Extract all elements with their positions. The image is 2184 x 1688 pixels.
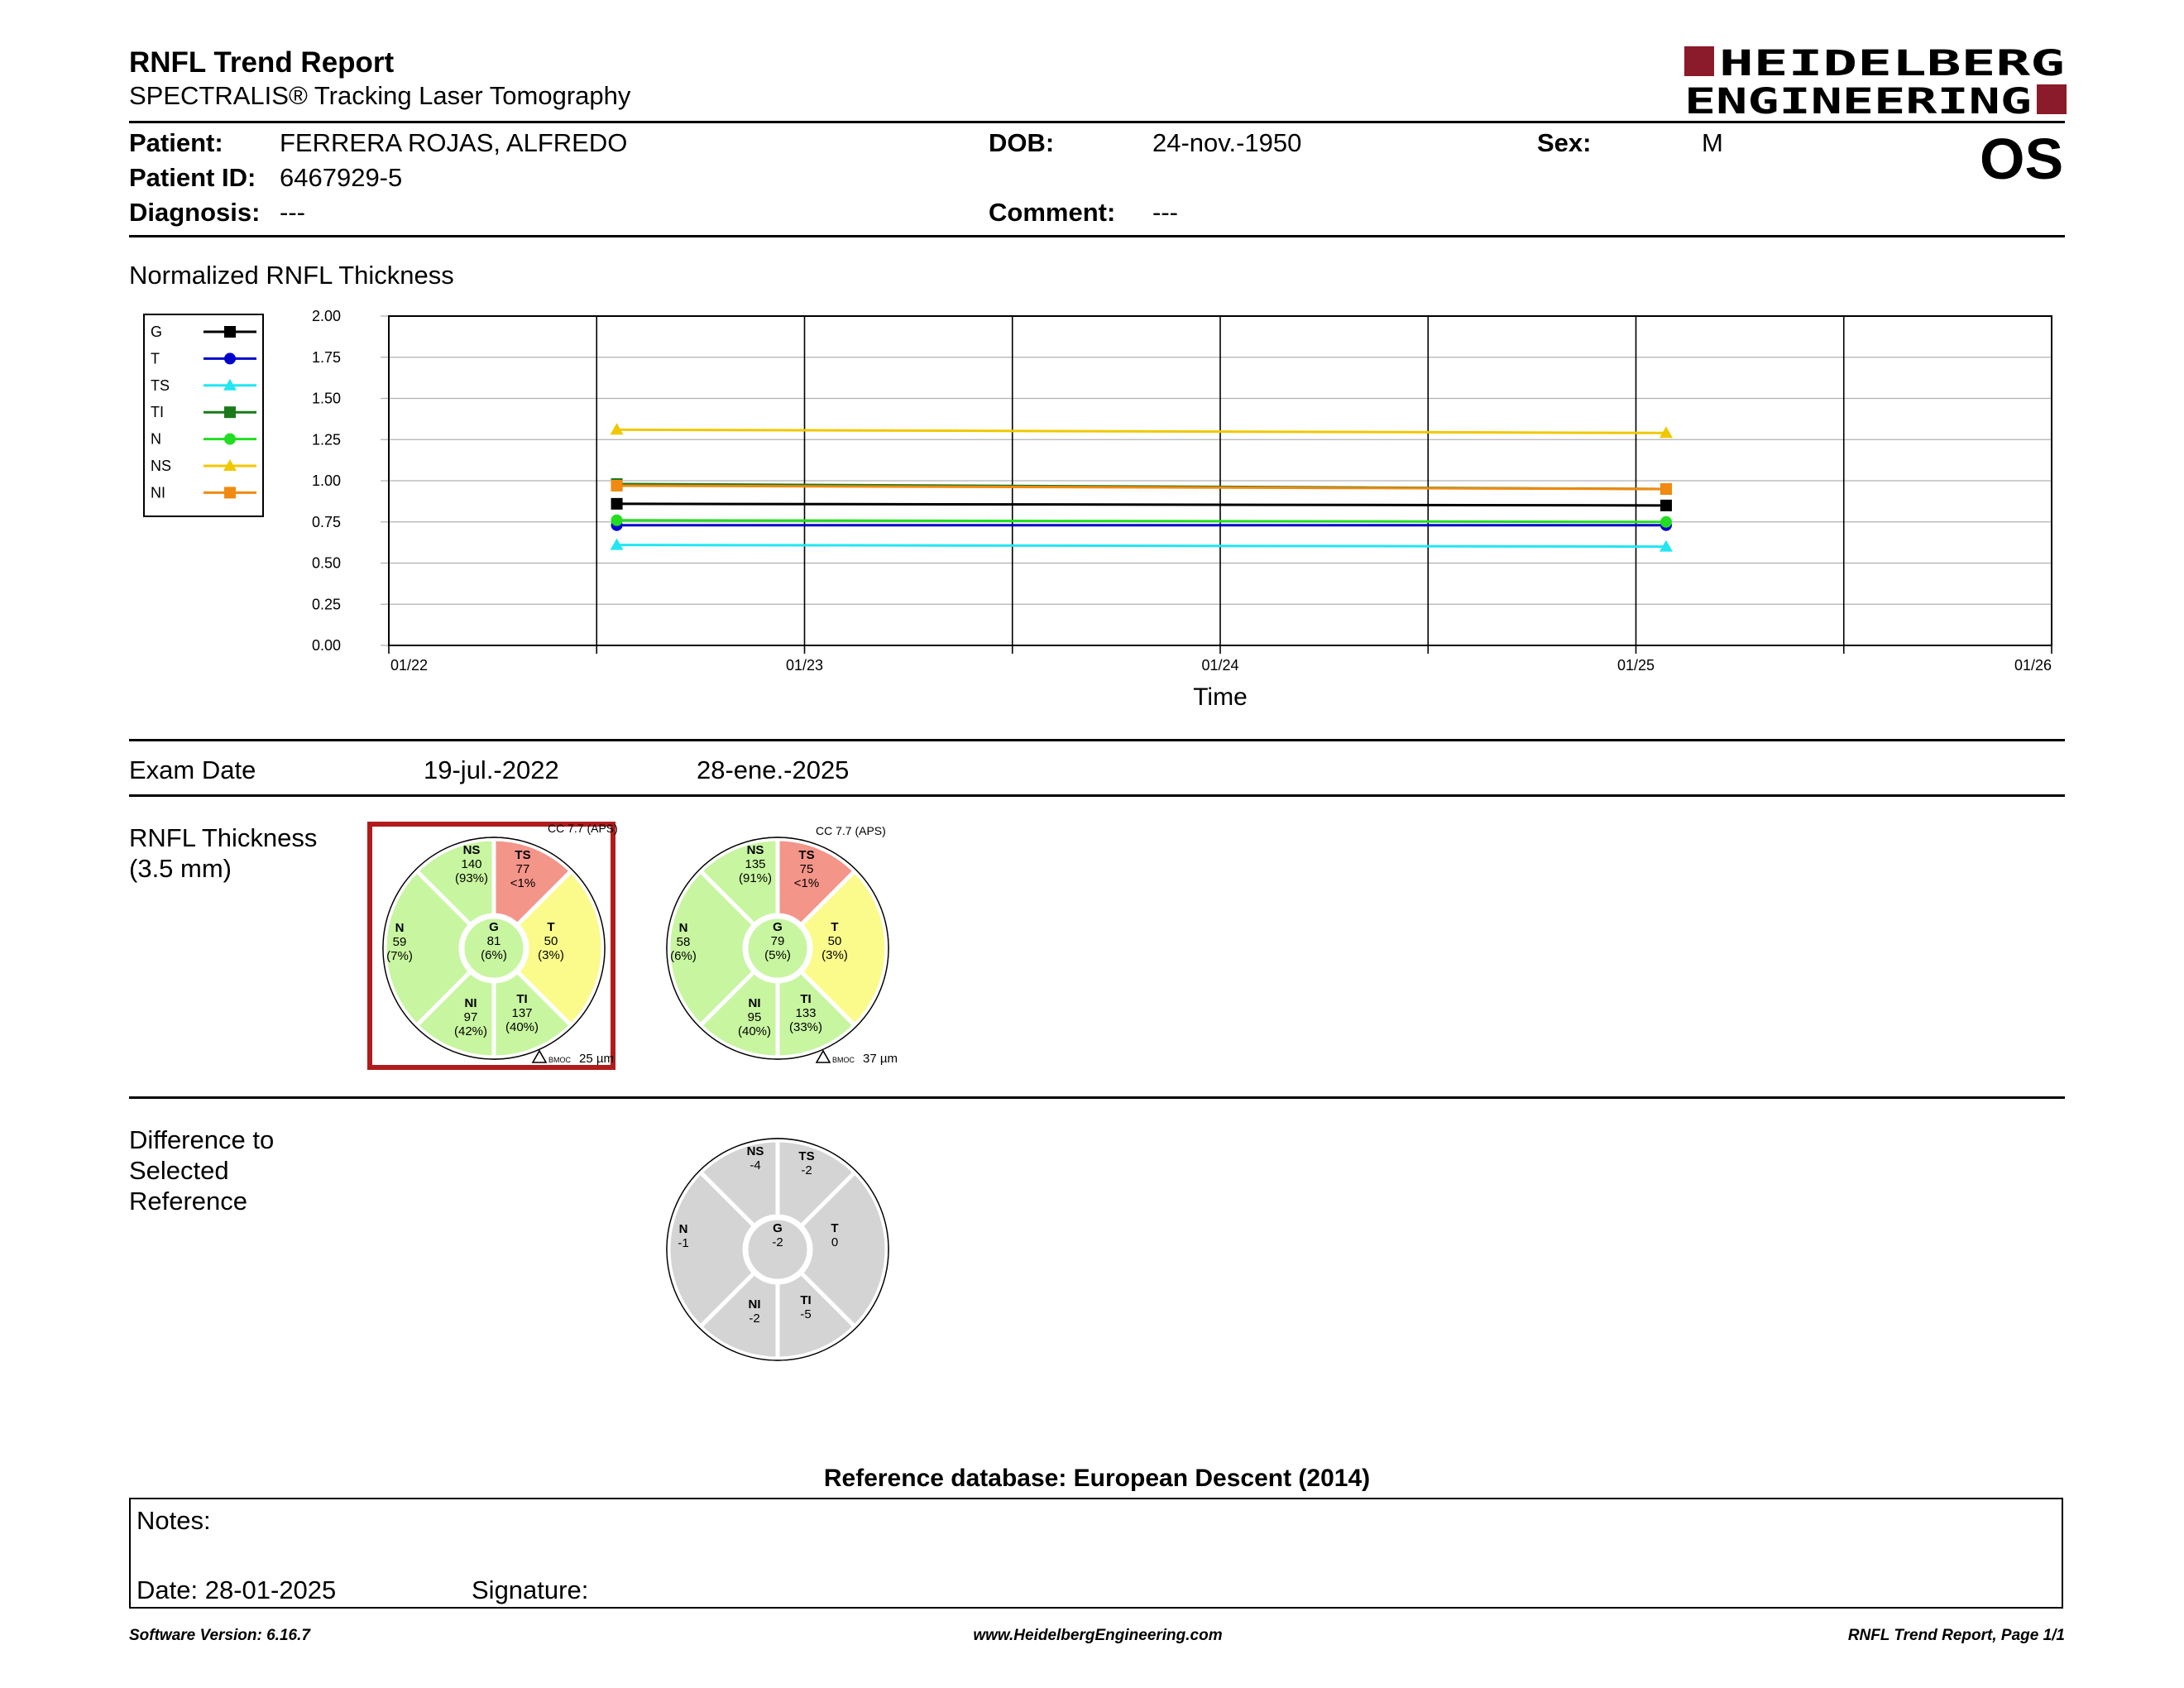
y-tick-label: 0.00 bbox=[311, 637, 341, 654]
difference-circle bbox=[654, 1125, 902, 1374]
x-tick-label: 01/24 bbox=[1201, 657, 1239, 674]
data-point bbox=[224, 326, 236, 338]
exam-divider bbox=[129, 794, 2065, 797]
legend-label: TS bbox=[151, 376, 170, 394]
sector-text-ni: 97 bbox=[463, 1010, 478, 1024]
sector-text-ti: TI bbox=[516, 992, 528, 1006]
sector-text-g: -2 bbox=[772, 1235, 783, 1249]
bmoc-label: BMOC bbox=[548, 1056, 571, 1064]
sector-text-n: N bbox=[678, 1222, 688, 1236]
report-title: RNFL Trend Report bbox=[129, 46, 395, 79]
sector-text-t: 50 bbox=[827, 934, 842, 948]
dob-value: 24-nov.-1950 bbox=[1152, 128, 1302, 157]
chart-divider bbox=[129, 739, 2065, 741]
heidelberg-logo bbox=[1684, 45, 2067, 116]
sector-text-ts: <1% bbox=[793, 876, 820, 890]
trend-section-title: Normalized RNFL Thickness bbox=[129, 261, 454, 290]
patient-id-value: 6467929-5 bbox=[280, 163, 403, 192]
difference-sectors bbox=[667, 1139, 888, 1360]
sector-text-ti: TI bbox=[800, 992, 812, 1006]
series-line bbox=[617, 486, 1666, 489]
thickness-divider bbox=[129, 1096, 2065, 1099]
comment-label: Comment: bbox=[989, 198, 1116, 227]
comment-value: --- bbox=[1152, 198, 1178, 227]
exam-date-2: 28-ene.-2025 bbox=[697, 755, 850, 784]
cc-label: CC 7.7 (APS) bbox=[816, 824, 886, 837]
sector-text-ti: 133 bbox=[795, 1006, 817, 1020]
sector-text-ts: TS bbox=[798, 1149, 815, 1163]
y-tick-label: 1.00 bbox=[311, 472, 341, 489]
sector-text-ti: -5 bbox=[800, 1307, 812, 1321]
sector-text-ti: 137 bbox=[511, 1006, 533, 1020]
x-tick-label: 01/26 bbox=[2014, 657, 2052, 674]
thickness-label-1: RNFL Thickness bbox=[129, 823, 318, 852]
data-point bbox=[224, 487, 236, 498]
footer-software: Software Version: 6.16.7 bbox=[129, 1627, 310, 1644]
header-divider bbox=[129, 121, 2065, 123]
sector-text-ni: 95 bbox=[747, 1010, 762, 1024]
sector-text-t: (3%) bbox=[538, 948, 564, 962]
sex-label: Sex: bbox=[1537, 128, 1592, 157]
sector-text-ni: (40%) bbox=[737, 1024, 772, 1038]
series-line bbox=[617, 504, 1666, 506]
legend-label: NS bbox=[151, 458, 172, 474]
sector-text-n: N bbox=[395, 921, 405, 935]
sector-text-ns: (93%) bbox=[454, 871, 489, 885]
series-line bbox=[617, 545, 1666, 547]
y-tick-label: 1.50 bbox=[311, 390, 341, 407]
x-tick-label: 01/23 bbox=[785, 657, 824, 674]
series-ts bbox=[611, 539, 1673, 552]
bmoc-value: 37 µm bbox=[863, 1052, 898, 1066]
sector-text-ni: NI bbox=[748, 996, 761, 1010]
data-point bbox=[1660, 516, 1672, 528]
legend-label: NI bbox=[151, 484, 165, 501]
sector-text-t: 0 bbox=[831, 1235, 839, 1249]
series-line bbox=[617, 429, 1666, 433]
difference-label-3: Reference bbox=[129, 1187, 248, 1216]
sector-text-ni: (42%) bbox=[453, 1024, 488, 1038]
bmoc-delta-icon bbox=[533, 1051, 546, 1062]
patient-label: Patient: bbox=[129, 128, 223, 157]
cc-label: CC 7.7 (APS) bbox=[548, 824, 618, 835]
legend-label: G bbox=[151, 324, 163, 340]
x-tick-label: 01/25 bbox=[1616, 657, 1655, 674]
data-point bbox=[224, 406, 236, 418]
exam-date-1: 19-jul.-2022 bbox=[424, 755, 559, 784]
sector-text-ns: (91%) bbox=[738, 871, 773, 885]
logo-line1: HEIDELBERG bbox=[1719, 45, 2065, 84]
sector-text-n: (7%) bbox=[386, 949, 413, 963]
data-point bbox=[611, 498, 623, 510]
sector-text-t: T bbox=[831, 920, 839, 934]
sector-text-ts: -2 bbox=[801, 1163, 812, 1177]
notes-date: Date: 28-01-2025 bbox=[136, 1575, 337, 1604]
eye-indicator: OS bbox=[1980, 127, 2064, 191]
sector-text-t: T bbox=[831, 1221, 839, 1235]
patient-id-label: Patient ID: bbox=[129, 163, 256, 192]
sector-text-ns: NS bbox=[746, 843, 764, 857]
logo-square-bottom bbox=[2037, 84, 2067, 114]
x-tick-label: 01/22 bbox=[390, 657, 429, 674]
logo-square-top bbox=[1684, 46, 1714, 76]
sector-text-g: G bbox=[489, 920, 499, 934]
diagnosis-label: Diagnosis: bbox=[129, 198, 261, 227]
sector-text-n: 58 bbox=[676, 935, 691, 949]
y-tick-label: 0.75 bbox=[311, 513, 341, 530]
notes-label: Notes: bbox=[136, 1506, 211, 1535]
sector-text-ti: (40%) bbox=[505, 1020, 539, 1034]
thickness-circle-1[interactable] bbox=[370, 824, 618, 1072]
sector-text-g: 81 bbox=[486, 934, 501, 948]
sector-text-ts: TS bbox=[798, 848, 815, 862]
sector-text-n: -1 bbox=[678, 1236, 689, 1250]
sector-text-ns: -4 bbox=[750, 1158, 761, 1172]
y-tick-label: 0.25 bbox=[311, 596, 341, 613]
sector-text-ts: 77 bbox=[515, 862, 530, 876]
legend-label: N bbox=[151, 430, 161, 448]
sector-text-ni: NI bbox=[748, 1297, 761, 1312]
data-point bbox=[224, 352, 236, 364]
legend-label: T bbox=[151, 350, 160, 367]
footer-website[interactable]: www.HeidelbergEngineering.com bbox=[973, 1627, 1223, 1644]
series-ni bbox=[611, 480, 1672, 495]
difference-label-2: Selected bbox=[129, 1156, 229, 1185]
sector-text-g: G bbox=[773, 920, 783, 934]
exam-date-label: Exam Date bbox=[129, 755, 256, 784]
bmoc-label: BMOC bbox=[832, 1056, 855, 1064]
trend-chart bbox=[124, 298, 2068, 712]
patient-value: FERRERA ROJAS, ALFREDO bbox=[280, 128, 628, 157]
data-point bbox=[224, 434, 236, 445]
circle-2-sectors bbox=[667, 837, 888, 1059]
sector-text-ns: NS bbox=[746, 1144, 764, 1158]
data-point bbox=[1660, 483, 1672, 495]
dob-label: DOB: bbox=[989, 128, 1055, 157]
y-tick-label: 0.50 bbox=[311, 554, 341, 572]
notes-signature: Signature: bbox=[472, 1575, 589, 1604]
thickness-circle-2[interactable] bbox=[654, 824, 902, 1072]
difference-label-1: Difference to bbox=[129, 1125, 275, 1154]
thickness-label-2: (3.5 mm) bbox=[129, 854, 232, 883]
series-line bbox=[617, 520, 1666, 522]
sector-text-g: (6%) bbox=[481, 948, 507, 962]
data-point bbox=[1660, 500, 1672, 511]
sex-value: M bbox=[1702, 128, 1723, 157]
sector-text-g: 79 bbox=[770, 934, 785, 948]
patient-divider bbox=[129, 235, 2065, 237]
logo-line2: ENGINEERING bbox=[1684, 81, 2032, 116]
legend-label: TI bbox=[151, 404, 164, 421]
sector-text-ts: <1% bbox=[510, 876, 536, 890]
sector-text-t: T bbox=[547, 920, 555, 934]
circle-1-sectors bbox=[383, 837, 605, 1059]
sector-text-ti: (33%) bbox=[788, 1020, 823, 1034]
data-point bbox=[611, 480, 623, 492]
x-axis-title: Time bbox=[1193, 683, 1248, 711]
report-subtitle: SPECTRALIS® Tracking Laser Tomography bbox=[129, 81, 631, 110]
reference-database: Reference database: European Descent (2014) bbox=[823, 1465, 1371, 1492]
y-tick-label: 1.25 bbox=[311, 431, 341, 448]
chart-legend bbox=[144, 314, 263, 516]
sector-text-n: (6%) bbox=[670, 949, 697, 963]
bmoc-value: 25 µm bbox=[579, 1052, 614, 1066]
sector-text-g: G bbox=[773, 1221, 783, 1235]
y-tick-label: 2.00 bbox=[311, 308, 341, 324]
sector-text-ti: TI bbox=[800, 1293, 812, 1307]
sector-text-ns: 135 bbox=[745, 857, 766, 871]
sector-text-ns: NS bbox=[462, 843, 481, 857]
footer-page: RNFL Trend Report, Page 1/1 bbox=[1847, 1627, 2065, 1644]
data-point bbox=[611, 515, 623, 526]
sector-text-ts: 75 bbox=[799, 862, 814, 876]
notes-box[interactable] bbox=[129, 1498, 2063, 1609]
sector-text-ns: 140 bbox=[461, 857, 482, 871]
sector-text-n: 59 bbox=[392, 935, 407, 949]
bmoc-delta-icon bbox=[817, 1051, 830, 1062]
sector-text-t: (3%) bbox=[821, 948, 848, 962]
y-tick-label: 1.75 bbox=[311, 348, 341, 366]
sector-text-n: N bbox=[678, 921, 688, 935]
sector-text-ts: TS bbox=[515, 848, 531, 862]
series-ns bbox=[611, 423, 1673, 438]
series-g bbox=[611, 498, 1672, 511]
sector-text-t: 50 bbox=[544, 934, 558, 948]
sector-text-g: (5%) bbox=[764, 948, 791, 962]
sector-text-ni: NI bbox=[464, 996, 477, 1010]
sector-text-ni: -2 bbox=[749, 1312, 760, 1326]
diagnosis-value: --- bbox=[280, 198, 305, 227]
